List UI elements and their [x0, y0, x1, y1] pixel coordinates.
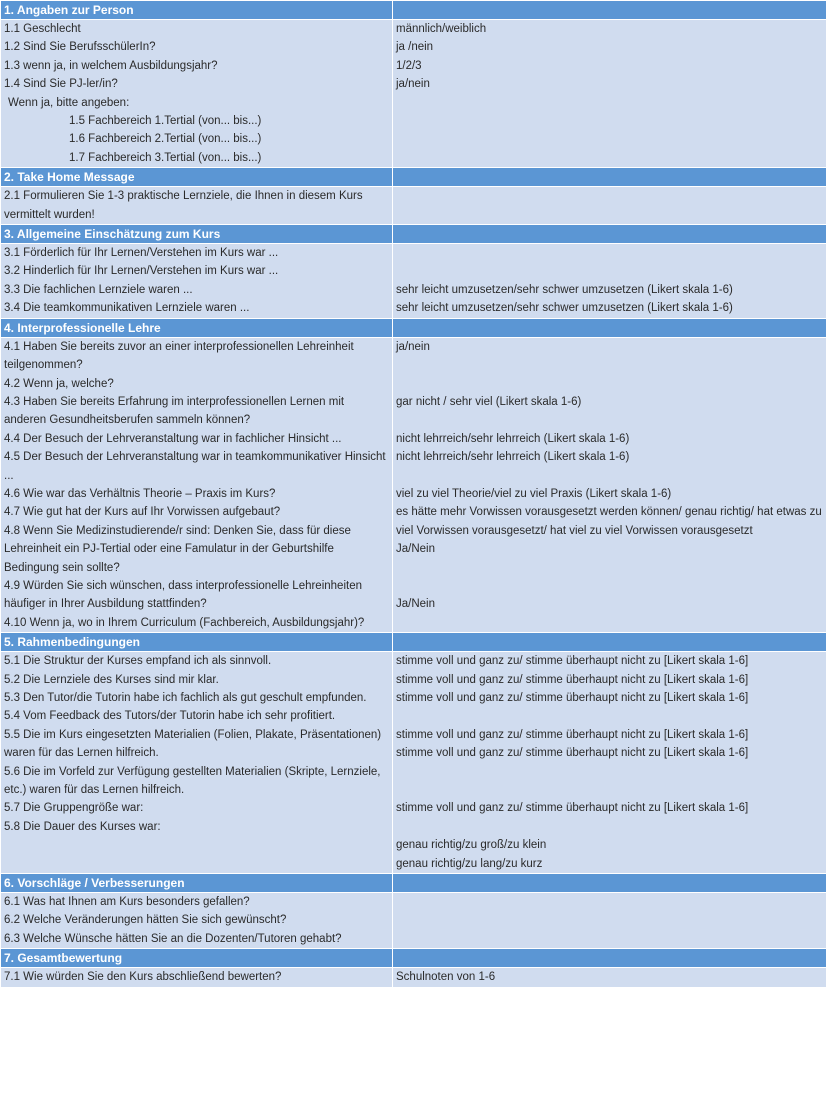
section-header-blank: [393, 168, 826, 187]
question-text: 4.10 Wenn ja, wo in Ihrem Curriculum (Fachbereich, Ausbildungsjahr)?: [4, 616, 365, 629]
question-text: 1.5 Fachbereich 1.Tertial (von... bis...): [69, 115, 262, 128]
answer-cell: [393, 968, 826, 987]
survey-body: [1, 1, 826, 988]
question-text: 5.2 Die Lernziele des Kurses sind mir klar.: [4, 673, 219, 686]
question-cell: [1, 968, 393, 987]
question-cell: [1, 187, 393, 225]
question-text: 3.3 Die fachlichen Lernziele waren ...: [4, 283, 193, 296]
question-cell: [1, 244, 393, 319]
answer-option-text: [396, 781, 823, 799]
section-header-blank: [393, 633, 826, 652]
question-text: 5.1 Die Struktur der Kurses empfand ich als sinnvoll.: [4, 655, 272, 668]
answer-option-text: stimme voll und ganz zu/ stimme überhaupt nicht zu [Likert skala 1-6]: [396, 673, 749, 686]
question-text: 1.2 Sind Sie BerufsschülerIn?: [4, 41, 156, 54]
answer-cell: [393, 652, 826, 874]
question-text: 6.1 Was hat Ihnen am Kurs besonders gefallen?: [4, 896, 250, 909]
answer-option-text: viel zu viel Theorie/viel zu viel Praxis (Likert skala 1-6): [396, 487, 672, 500]
question-text: 4.5 Der Besuch der Lehrveranstaltung war in teamkommunikativer Hinsicht ...: [4, 451, 386, 482]
section-title: 4. Interprofessionelle Lehre: [1, 318, 393, 337]
question-text: 5.7 Die Gruppengröße war:: [4, 802, 144, 815]
section-header-row: [1, 225, 826, 244]
question-text: 4.9 Würden Sie sich wünschen, dass interprofessionelle Lehreinheiten häufiger in Ihrer Ausbildung stattfinden?: [4, 579, 362, 611]
question-text: 6.2 Welche Veränderungen hätten Sie sich gewünscht?: [4, 914, 287, 927]
answer-option-text: stimme voll und ganz zu/ stimme überhaupt nicht zu [Likert skala 1-6]: [396, 747, 749, 760]
section-title: 2. Take Home Message: [1, 168, 393, 187]
section-title: 3. Allgemeine Einschätzung zum Kurs: [1, 225, 393, 244]
answer-option-text: Ja/Nein: [396, 598, 435, 611]
section-header-row: [1, 168, 826, 187]
answer-option-text: [396, 262, 823, 280]
question-text: 4.8 Wenn Sie Medizinstudierende/r sind: Denken Sie, dass für diese Lehreinheit ein PJ-Tertial oder eine Famulatur in der Geburtshilfe Bedingung sein sollte?: [4, 524, 351, 574]
question-text: 1.7 Fachbereich 3.Tertial (von... bis...): [69, 151, 262, 164]
question-row: [1, 337, 826, 633]
question-text: 1.4 Sind Sie PJ-ler/in?: [4, 78, 118, 91]
question-text: 5.5 Die im Kurs eingesetzten Materialien (Folien, Plakate, Präsentationen) waren für das Lernen hilfreich.: [4, 728, 382, 760]
question-text: 1.1 Geschlecht: [4, 23, 81, 35]
answer-option-text: stimme voll und ganz zu/ stimme überhaupt nicht zu [Likert skala 1-6]: [396, 802, 749, 815]
answer-option-text: ja/nein: [396, 340, 430, 353]
answer-option-text: [396, 411, 823, 429]
answer-option-text: männlich/weiblich: [396, 23, 487, 35]
question-cell: [1, 652, 393, 874]
answer-option-text: [396, 707, 823, 725]
answer-option-text: [396, 375, 823, 393]
question-text: Wenn ja, bitte angeben:: [8, 96, 130, 109]
section-title: 6. Vorschläge / Verbesserungen: [1, 874, 393, 893]
question-text: 3.1 Förderlich für Ihr Lernen/Verstehen im Kurs war ...: [4, 247, 279, 260]
answer-option-text: [396, 818, 823, 836]
question-text: 5.8 Die Dauer des Kurses war:: [4, 820, 161, 833]
answer-option-text: genau richtig/zu groß/zu klein: [396, 839, 547, 852]
question-row: [1, 20, 826, 168]
section-header-row: [1, 318, 826, 337]
answer-option-text: es hätte mehr Vorwissen vorausgesetzt werden können/ genau richtig/ hat etwas zu viel Vorwissen vorausgesetzt/ hat viel zu viel Vorwissen vorausgesetzt: [396, 506, 822, 537]
answer-option-text: [396, 244, 823, 262]
question-text: 7.1 Wie würden Sie den Kurs abschließend bewerten?: [4, 971, 282, 984]
question-row: [1, 652, 826, 874]
answer-option-text: gar nicht / sehr viel (Likert skala 1-6): [396, 395, 582, 408]
question-cell: [1, 337, 393, 633]
answer-option-text: nicht lehrreich/sehr lehrreich (Likert skala 1-6): [396, 432, 630, 445]
question-text: 1.3 wenn ja, in welchem Ausbildungsjahr?: [4, 59, 218, 72]
answer-option-text: [396, 577, 823, 595]
answer-option-text: ja /nein: [396, 41, 434, 54]
answer-option-text: Ja/Nein: [396, 543, 435, 556]
answer-option-text: stimme voll und ganz zu/ stimme überhaupt nicht zu [Likert skala 1-6]: [396, 655, 749, 668]
answer-cell: [393, 244, 826, 319]
answer-option-text: [396, 763, 823, 781]
question-text: 5.3 Den Tutor/die Tutorin habe ich fachlich als gut geschult empfunden.: [4, 692, 367, 704]
question-text: 4.1 Haben Sie bereits zuvor an einer interprofessionellen Lehreinheit teilgenommen?: [4, 340, 354, 372]
question-text: 2.1 Formulieren Sie 1-3 praktische Lernziele, die Ihnen in diesem Kurs vermittelt wurden!: [4, 190, 363, 221]
question-text: 4.6 Wie war das Verhältnis Theorie – Praxis im Kurs?: [4, 487, 276, 500]
section-header-blank: [393, 225, 826, 244]
section-header-row: [1, 633, 826, 652]
question-text: 6.3 Welche Wünsche hätten Sie an die Dozenten/Tutoren gehabt?: [4, 932, 342, 945]
question-cell: [1, 893, 393, 949]
question-text: 4.4 Der Besuch der Lehrveranstaltung war in fachlicher Hinsicht ...: [4, 432, 342, 445]
section-header-row: [1, 949, 826, 968]
answer-cell: [393, 337, 826, 633]
section-header-row: [1, 874, 826, 893]
answer-option-text: sehr leicht umzusetzen/sehr schwer umzusetzen (Likert skala 1-6): [396, 302, 733, 315]
answer-cell: [393, 187, 826, 225]
answer-option-text: [396, 467, 823, 485]
section-header-blank: [393, 1, 826, 20]
question-row: [1, 244, 826, 319]
question-row: [1, 893, 826, 949]
section-title: 5. Rahmenbedingungen: [1, 633, 393, 652]
answer-option-text: Schulnoten von 1-6: [396, 971, 496, 984]
section-header-blank: [393, 949, 826, 968]
answer-option-text: [396, 356, 823, 374]
answer-option-text: sehr leicht umzusetzen/sehr schwer umzusetzen (Likert skala 1-6): [396, 283, 733, 296]
question-text: 3.4 Die teamkommunikativen Lernziele waren ...: [4, 302, 250, 315]
question-row: [1, 187, 826, 225]
answer-option-text: nicht lehrreich/sehr lehrreich (Likert skala 1-6): [396, 451, 630, 464]
question-row: [1, 968, 826, 987]
question-text: 4.7 Wie gut hat der Kurs auf Ihr Vorwissen aufgebaut?: [4, 506, 281, 519]
answer-option-text: genau richtig/zu lang/zu kurz: [396, 857, 543, 870]
question-text: 5.6 Die im Vorfeld zur Verfügung gestellten Materialien (Skripte, Lernziele, etc.) waren für das Lernen hilfreich.: [4, 765, 381, 797]
question-cell: [1, 20, 393, 168]
section-title: 7. Gesamtbewertung: [1, 949, 393, 968]
question-text: 3.2 Hinderlich für Ihr Lernen/Verstehen im Kurs war ...: [4, 265, 279, 278]
answer-option-text: 1/2/3: [396, 59, 422, 72]
answer-cell: [393, 893, 826, 949]
answer-option-text: stimme voll und ganz zu/ stimme überhaupt nicht zu [Likert skala 1-6]: [396, 728, 749, 741]
answer-option-text: ja/nein: [396, 78, 430, 91]
section-header-row: [1, 1, 826, 20]
section-header-blank: [393, 874, 826, 893]
answer-option-text: stimme voll und ganz zu/ stimme überhaupt nicht zu [Likert skala 1-6]: [396, 692, 749, 704]
section-title: 1. Angaben zur Person: [1, 1, 393, 20]
question-text: 5.4 Vom Feedback des Tutors/der Tutorin habe ich sehr profitiert.: [4, 710, 336, 723]
section-header-blank: [393, 318, 826, 337]
question-text: 4.3 Haben Sie bereits Erfahrung im interprofessionellen Lernen mit anderen Gesundheitsberufen sammeln können?: [4, 395, 345, 427]
question-text: 1.6 Fachbereich 2.Tertial (von... bis...): [69, 133, 262, 146]
answer-cell: [393, 20, 826, 168]
question-text: 4.2 Wenn ja, welche?: [4, 377, 114, 390]
answer-option-text: [396, 559, 823, 577]
